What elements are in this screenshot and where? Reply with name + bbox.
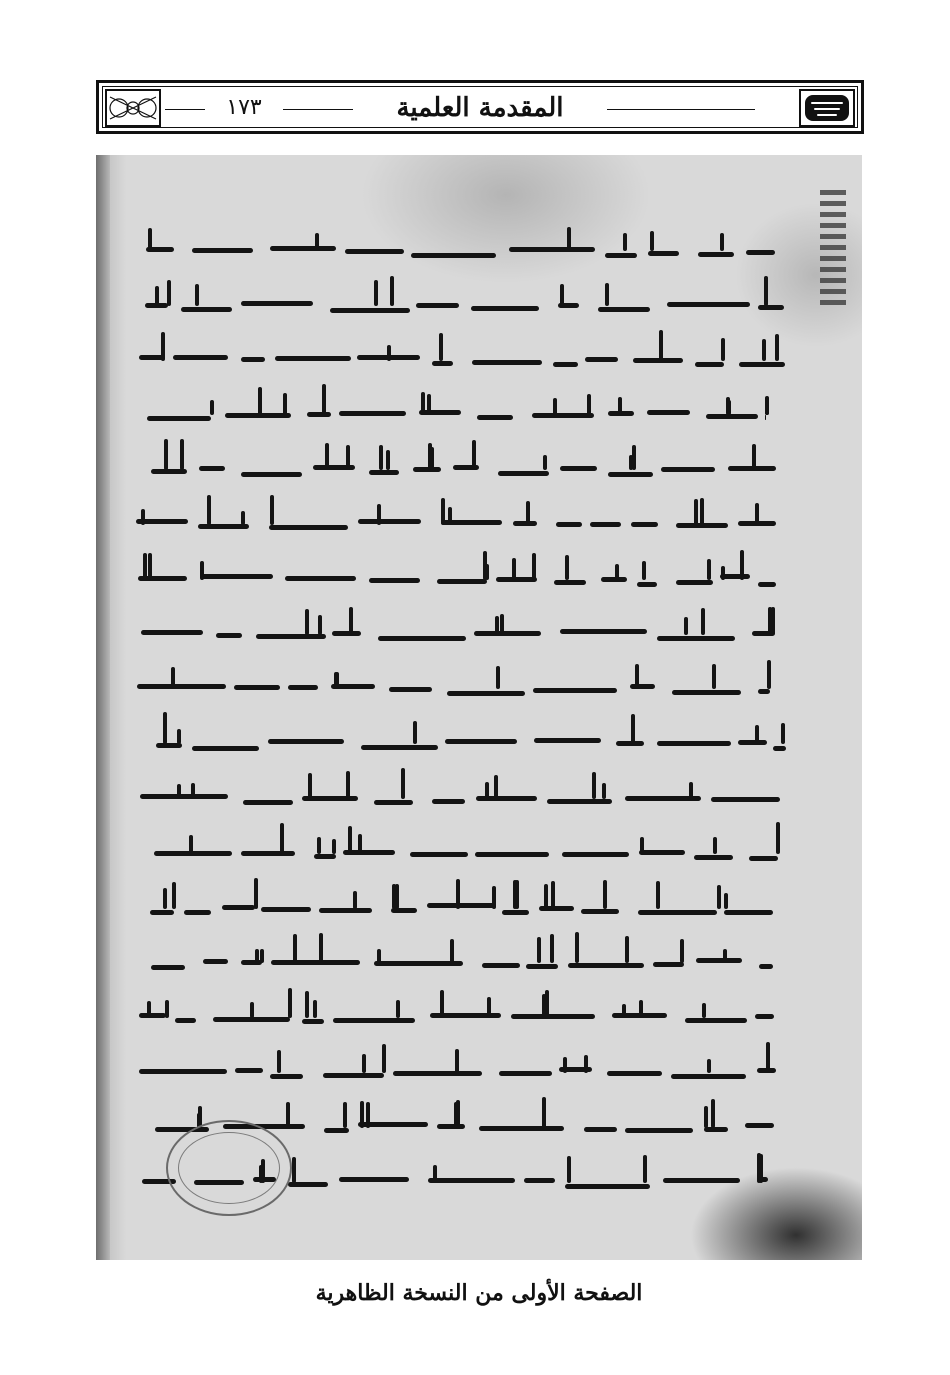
emblem-icon (799, 89, 855, 127)
manuscript-line (126, 883, 806, 938)
manuscript-line (126, 280, 806, 335)
manuscript-line (126, 554, 806, 609)
handwritten-text (126, 225, 806, 1211)
page-title: المقدمة العلمية (396, 93, 564, 123)
header-rule-mid-right (607, 109, 755, 110)
manuscript-line (126, 718, 806, 773)
header-rule-mid-left (283, 109, 353, 110)
header-rule-left (165, 109, 205, 110)
manuscript-line (126, 499, 806, 554)
ownership-seal (166, 1120, 292, 1216)
binding-edge (96, 155, 110, 1260)
manuscript-line (126, 389, 806, 444)
manuscript-line (126, 1047, 806, 1102)
manuscript-line (126, 609, 806, 664)
manuscript-line (126, 992, 806, 1047)
ornament-left-icon (105, 89, 161, 127)
page-number: ١٧٣ (226, 95, 262, 120)
figure-caption: الصفحة الأولى من النسخة الظاهرية (315, 1280, 643, 1306)
manuscript-line (126, 937, 806, 992)
manuscript-image (96, 155, 862, 1260)
manuscript-line (126, 225, 806, 280)
manuscript-line (126, 828, 806, 883)
manuscript-line (126, 663, 806, 718)
running-header (96, 80, 864, 134)
manuscript-line (126, 444, 806, 499)
margin-note (820, 185, 846, 305)
manuscript-line (126, 335, 806, 390)
manuscript-line (126, 773, 806, 828)
